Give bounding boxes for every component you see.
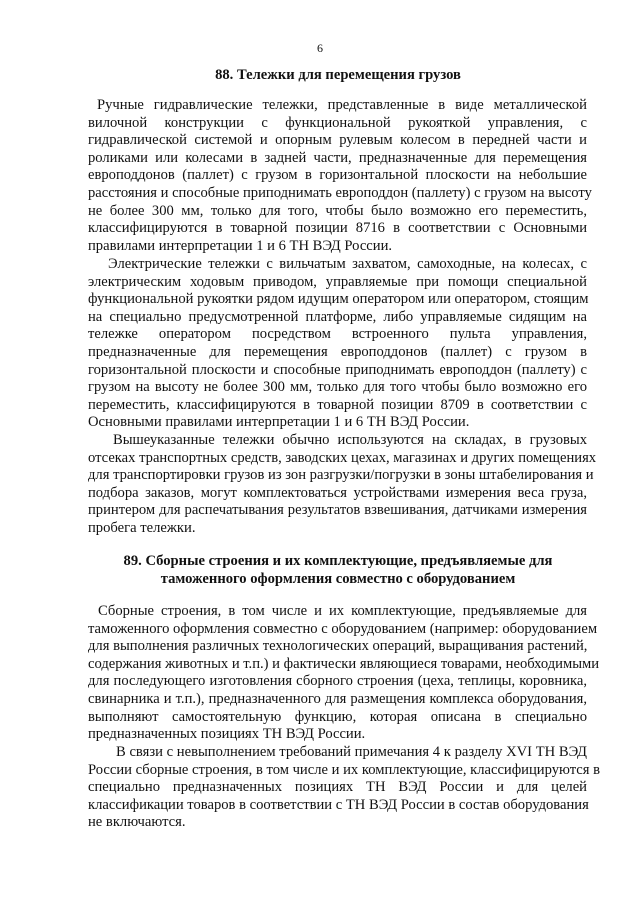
text-line: России сборные строения, в том числе и их комплектующие, классифицируются в: [88, 761, 601, 778]
section-89-title: [88, 553, 588, 588]
text-line: специально предназначенных позициях ТН ВЭД России и для целей: [88, 779, 587, 796]
text-line: Электрические тележки с вильчатым захватом, самоходные, на колесах, с: [108, 256, 587, 272]
section-88-title: 88. Тележки для перемещения грузов: [215, 67, 461, 83]
text-line: роликами или колесами в задней части, предназначенные для перемещения: [88, 149, 587, 166]
text-line: Сборные строения, в том числе и их комплектующие, предъявляемые для: [98, 603, 587, 619]
text-line: принтером для распечатывания результатов взвешивания, датчиками измерения: [88, 502, 587, 519]
text-line: электрическим ходовым приводом, управляемые при помощи специальной: [88, 273, 587, 290]
text-line: Вышеуказанные тележки обычно используются на складах, в грузовых: [113, 432, 587, 448]
section-88-paragraph-1: [88, 97, 592, 255]
text-line: свинарника и т.п.), предназначенного для размещения комплекса оборудования,: [88, 690, 587, 707]
text-line: гидравлической системой и опорным рулевым колесом в передней части и: [88, 132, 587, 149]
text-line: таможенного оформления совместно с оборудованием (например: оборудованием: [88, 620, 598, 637]
section-89-paragraph-1: [88, 603, 600, 744]
text-line: пробега тележки.: [88, 519, 196, 536]
section-89-title-line-2: таможенного оформления совместно с оборудованием: [160, 570, 516, 587]
section-89-paragraph-2: [88, 744, 601, 832]
text-line: Основными правилами интерпретации 1 и 6 ТН ВЭД России.: [88, 414, 470, 431]
text-line: выполняют самостоятельную функцию, которая описана в специально: [88, 708, 587, 725]
text-line: функциональной рукоятки рядом идущим оператором или оператором, стоящим: [88, 291, 589, 308]
text-line: не более 300 мм, только для того, чтобы было возможно его переместить,: [88, 202, 587, 219]
text-line: горизонтальной плоскости и способные приподнимать европоддон (паллету) с: [88, 361, 587, 378]
text-line: классификации товаров в соответствии с ТН ВЭД России в состав оборудования: [88, 796, 589, 813]
text-line: тележке оператором посредством встроенного пульта управления,: [88, 326, 587, 343]
text-line: правилами интерпретации 1 и 6 ТН ВЭД России.: [88, 237, 393, 254]
text-line: В связи с невыполнением требований примечания 4 к разделу XVI ТН ВЭД: [116, 744, 587, 760]
text-line: предназначенные для перемещения европоддонов (паллет) с грузом в: [88, 343, 587, 360]
text-line: подбора заказов, могут комплектоваться устройствами измерения веса груза,: [88, 484, 587, 501]
page-number: 6: [317, 41, 323, 55]
text-line: вилочной конструкции с функциональной рукояткой управления, с: [88, 114, 587, 131]
text-line: для транспортировки грузов из зон разгрузки/погрузки в зоны штабелирования и: [88, 467, 594, 484]
text-line: грузом на высоту не более 300 мм, только для того чтобы было возможно его: [88, 379, 587, 396]
text-line: содержания животных и т.п.) и фактически являющиеся товарами, необходимыми: [88, 655, 600, 672]
text-line: европоддонов (паллет) с грузом в горизонтальной плоскости на небольшие: [88, 167, 587, 184]
text-line: на специально предусмотренной платформе, либо управляемые сидящим на: [88, 308, 587, 325]
section-89-title-line-1: 89. Сборные строения и их комплектующие, предъявляемые для: [123, 553, 553, 569]
text-line: предназначенных позициях ТН ВЭД России.: [88, 726, 366, 743]
text-line: Ручные гидравлические тележки, представленные в виде металлической: [97, 97, 587, 113]
text-line: отсеках транспортных средств, заводских цехах, магазинах и других помещениях: [88, 449, 597, 466]
text-line: для выполнения различных технологических операций, выращивания растений,: [88, 638, 588, 655]
text-line: переместить, классифицируются в товарной позиции 8709 в соответствии с: [88, 396, 587, 413]
section-88-paragraph-2: [88, 256, 587, 432]
text-line: классифицируются в товарной позиции 8716 в соответствии с Основными: [88, 220, 587, 237]
text-line: для последующего изготовления сборного строения (цеха, теплицы, коровника,: [88, 673, 587, 690]
section-88-paragraph-3: [88, 432, 597, 538]
text-line: расстояния и способные приподнимать европоддон (паллету) с грузом на высоту: [88, 184, 592, 201]
text-line: не включаются.: [88, 814, 186, 831]
